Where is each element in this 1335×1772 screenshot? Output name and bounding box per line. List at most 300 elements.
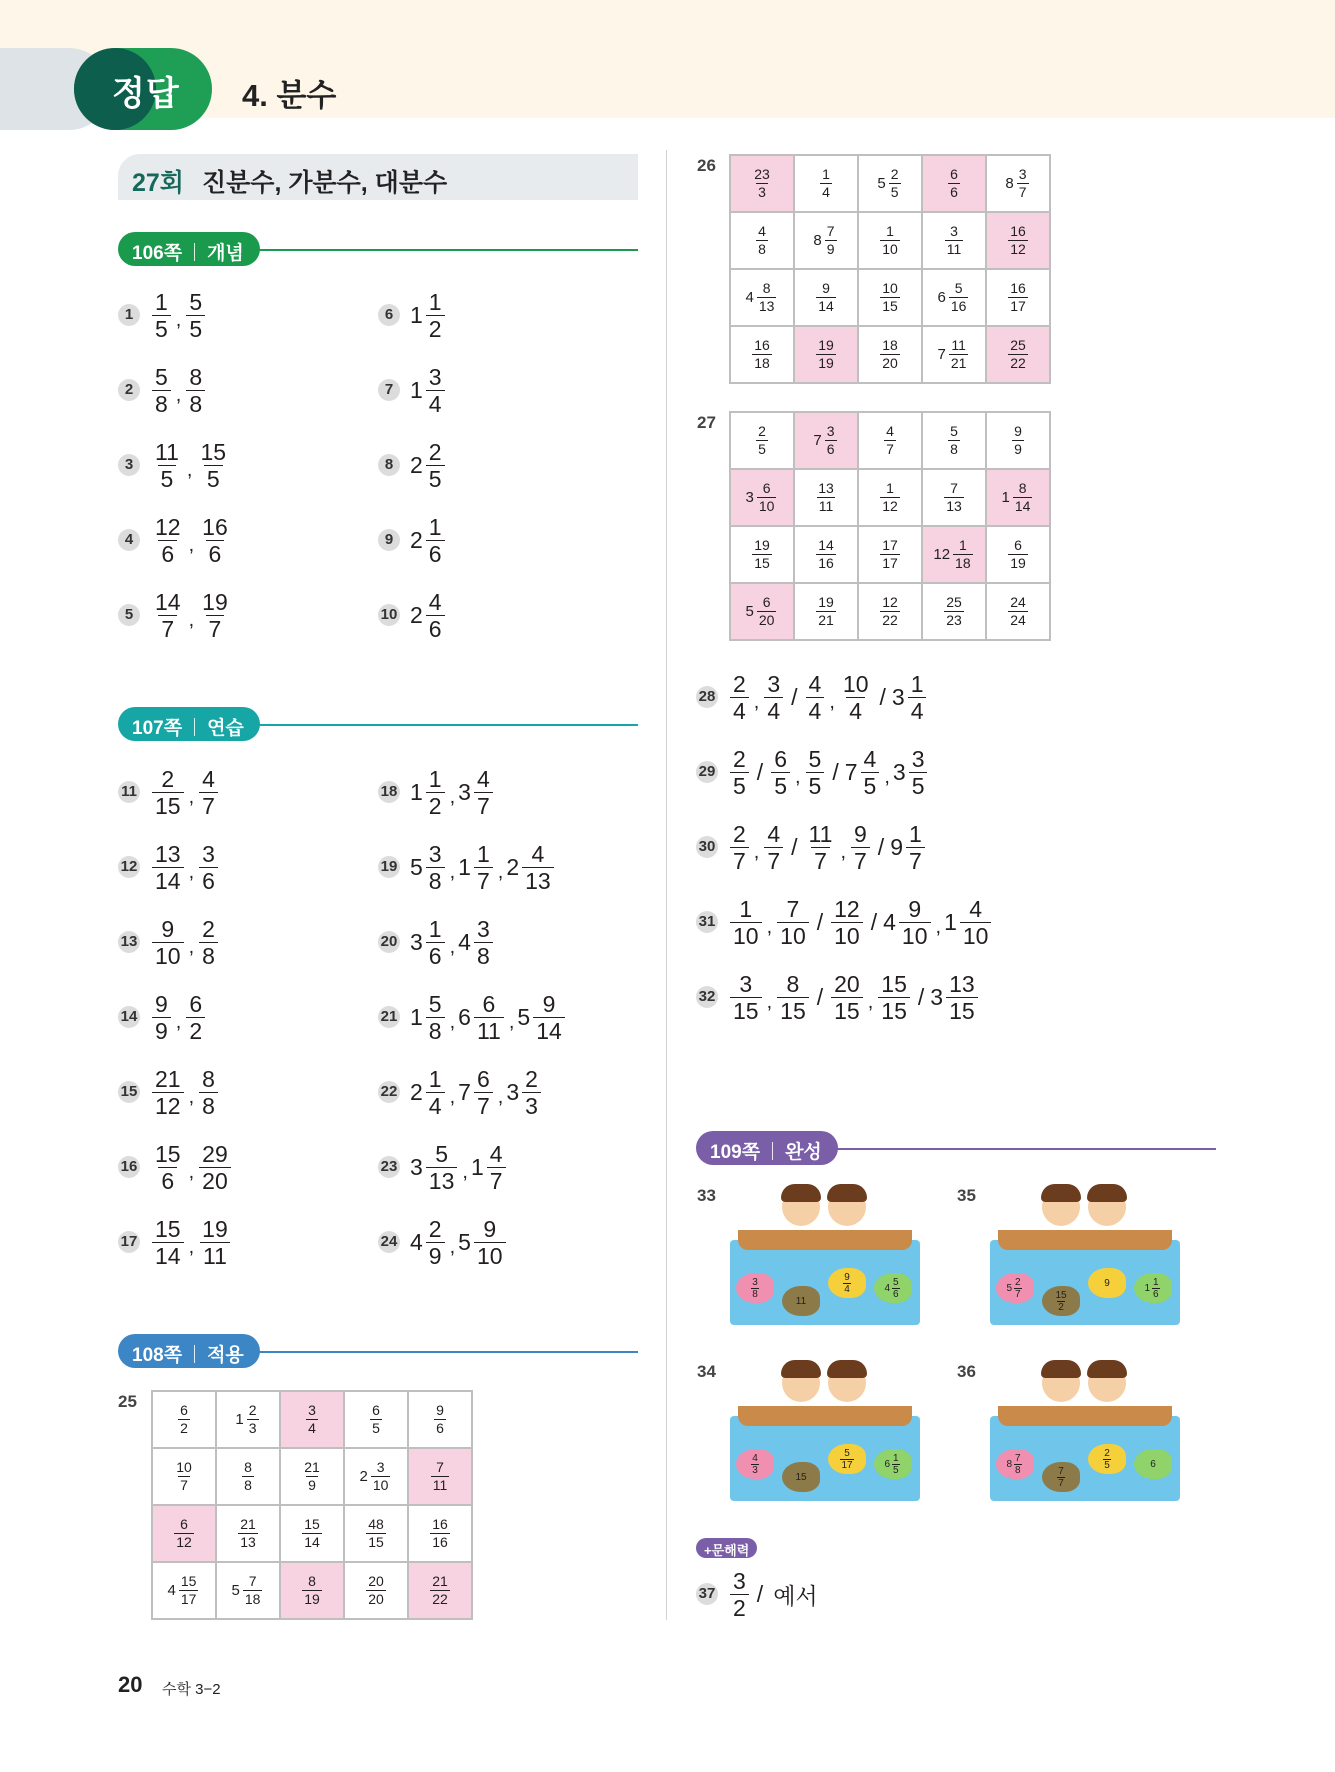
numerator: 5 — [893, 1276, 899, 1288]
slash: / — [832, 758, 839, 785]
whole-part: 5 — [1006, 1282, 1012, 1294]
denominator: 17 — [180, 1591, 197, 1607]
mixed-number — [944, 896, 993, 949]
numerator: 4 — [863, 745, 877, 772]
mixed-number — [813, 223, 838, 258]
denominator: 9 — [308, 1477, 316, 1493]
fraction — [899, 896, 931, 949]
fraction — [366, 1573, 386, 1608]
denominator: 10 — [372, 1477, 389, 1493]
comma: , — [175, 1010, 182, 1033]
mixed-number — [814, 337, 838, 372]
mixed-number — [746, 280, 779, 315]
mixed-number — [893, 746, 930, 799]
mixed-number — [890, 821, 927, 874]
denominator: 11 — [946, 241, 962, 257]
numerator: 1 — [958, 537, 967, 553]
fraction — [752, 166, 772, 201]
grid-cell-highlighted — [280, 1391, 344, 1448]
grid-cell-highlighted — [730, 155, 794, 212]
answer — [410, 766, 495, 819]
denominator: 8 — [474, 942, 493, 969]
grid-cell-highlighted — [408, 1562, 472, 1619]
grid-cell — [280, 1505, 344, 1562]
numerator: 2 — [202, 915, 215, 942]
fishing-picture-36 — [990, 1354, 1180, 1519]
problem-number: 24 — [378, 1231, 400, 1253]
mixed-number — [240, 1459, 256, 1494]
grid-row — [730, 583, 1050, 640]
denominator: 6 — [158, 1167, 177, 1194]
mixed-number — [410, 1216, 447, 1269]
numerator: 12 — [155, 513, 181, 540]
section-rule — [218, 249, 638, 251]
lesson-title: 진분수, 가분수, 대분수 — [202, 169, 448, 197]
grid-cell — [730, 269, 794, 326]
fraction — [730, 1568, 749, 1621]
problem-number: 29 — [696, 761, 718, 783]
denominator: 5 — [158, 465, 177, 492]
fraction — [199, 1141, 231, 1194]
answer — [728, 746, 929, 799]
numerator: 2 — [1015, 1276, 1021, 1288]
problem-number: 10 — [378, 604, 400, 626]
mixed-number — [1002, 480, 1035, 515]
denominator: 8 — [1015, 1464, 1021, 1476]
whole-part: 7 — [458, 1078, 471, 1105]
fraction — [908, 671, 927, 724]
numerator: 8 — [202, 1065, 215, 1092]
mixed-number — [150, 766, 186, 819]
problem-number: 15 — [118, 1081, 140, 1103]
mixed-number — [410, 514, 447, 567]
numerator: 48 — [368, 1516, 384, 1532]
numerator: 1 — [908, 820, 922, 847]
picture-number: 35 — [957, 1186, 976, 1205]
denominator: 12 — [176, 1534, 192, 1550]
denominator: 8 — [186, 390, 205, 417]
mixed-number — [506, 1066, 543, 1119]
numerator: 1 — [428, 1065, 442, 1092]
whole-part: 4 — [884, 1282, 890, 1294]
answer — [150, 841, 220, 894]
denominator: 15 — [368, 1534, 384, 1550]
mixed-number — [943, 223, 966, 258]
numerator: 1 — [910, 670, 924, 697]
comma: , — [935, 915, 942, 938]
mixed-number — [882, 423, 898, 458]
comma: , — [449, 1085, 456, 1108]
problem-number: 16 — [118, 1156, 140, 1178]
fraction — [152, 589, 184, 642]
numerator: 3 — [733, 1567, 746, 1594]
answer — [410, 991, 567, 1044]
comma: , — [449, 935, 456, 958]
problem-number: 6 — [378, 304, 400, 326]
grid-cell — [794, 212, 858, 269]
denominator: 15 — [831, 997, 863, 1024]
book-title: 수학 3−2 — [162, 1681, 221, 1698]
section-109 — [696, 1131, 1216, 1165]
fraction — [434, 1402, 446, 1437]
grid-cell — [730, 212, 794, 269]
whole-part: 9 — [890, 833, 903, 860]
denominator: 12 — [1010, 241, 1026, 257]
numerator: 21 — [432, 1573, 448, 1589]
denominator: 7 — [1015, 1288, 1021, 1300]
numerator: 3 — [739, 970, 753, 997]
grid-cell-highlighted — [986, 326, 1050, 383]
mixed-number — [410, 841, 447, 894]
numerator: 8 — [244, 1459, 252, 1475]
denominator: 20 — [882, 355, 898, 371]
fraction — [960, 896, 992, 949]
grid-cell — [986, 583, 1050, 640]
mixed-number — [814, 480, 838, 515]
fraction — [426, 1216, 445, 1269]
numerator: 29 — [202, 1140, 228, 1167]
answer — [728, 971, 980, 1024]
boat — [738, 1230, 912, 1250]
mixed-number — [728, 821, 751, 874]
grid-cell — [730, 526, 794, 583]
denominator: 3 — [522, 1092, 541, 1119]
problem-number: 28 — [696, 686, 718, 708]
denominator: 19 — [1010, 555, 1026, 571]
fraction — [302, 1459, 322, 1494]
denominator: 5 — [730, 772, 749, 799]
problem-number: 3 — [118, 454, 140, 476]
fraction — [756, 223, 768, 258]
numerator: 2 — [733, 745, 746, 772]
denominator: 2 — [426, 792, 445, 819]
fraction — [370, 1402, 382, 1437]
whole-part: 1 — [944, 908, 957, 935]
grid-cell — [408, 1391, 472, 1448]
numerator: 8 — [308, 1573, 316, 1589]
slash: / — [756, 758, 764, 785]
grid-cell — [730, 326, 794, 383]
answer-text: 예서 — [773, 1582, 818, 1609]
fraction — [884, 423, 896, 458]
mixed-number — [750, 537, 774, 572]
numerator: 2 — [248, 1402, 257, 1418]
numerator: 9 — [1014, 423, 1022, 439]
numerator: 1 — [428, 765, 442, 792]
numerator: 3 — [826, 423, 835, 439]
denominator: 20 — [758, 612, 775, 628]
mixed-number — [150, 364, 173, 417]
mixed-number — [364, 1573, 388, 1608]
fraction — [199, 841, 218, 894]
denominator: 6 — [436, 1420, 444, 1436]
section-tag — [118, 707, 260, 741]
whole-part: 5 — [745, 603, 754, 620]
mixed-number — [150, 289, 173, 342]
fish — [1134, 1273, 1172, 1303]
denominator: 6 — [199, 867, 218, 894]
numerator: 13 — [818, 480, 834, 496]
problem-1 — [118, 283, 207, 347]
fraction — [1103, 1448, 1111, 1471]
numerator: 14 — [155, 588, 181, 615]
fish — [1088, 1444, 1126, 1474]
comma: , — [188, 1160, 195, 1183]
mixed-number — [506, 841, 555, 894]
answer — [150, 364, 207, 417]
fraction — [892, 1277, 900, 1300]
denominator: 10 — [730, 922, 762, 949]
whole-part: 1 — [1144, 1282, 1150, 1294]
numerator: 13 — [155, 840, 181, 867]
answer — [150, 439, 231, 492]
mixed-number — [410, 364, 447, 417]
fraction — [751, 1277, 759, 1300]
numerator: 5 — [428, 990, 442, 1017]
denominator: 8 — [426, 867, 445, 894]
whole-part: 5 — [517, 1003, 531, 1030]
numerator: 10 — [842, 670, 869, 697]
fraction — [186, 991, 205, 1044]
fishing-picture-33 — [730, 1178, 920, 1343]
grid-cell-highlighted — [922, 526, 986, 583]
whole-part: 4 — [458, 928, 471, 955]
fraction — [306, 1402, 318, 1437]
fraction — [757, 280, 777, 315]
whole-part: 5 — [458, 1228, 471, 1255]
numerator: 19 — [202, 588, 228, 615]
grid-row — [730, 269, 1050, 326]
denominator: 4 — [822, 184, 830, 200]
numerator: 16 — [202, 513, 228, 540]
fraction — [302, 1516, 322, 1551]
numerator: 14 — [818, 537, 834, 553]
mixed-number — [197, 514, 233, 567]
picture-number: 36 — [957, 1362, 976, 1381]
mixed-number — [892, 671, 929, 724]
grid-row — [152, 1562, 472, 1619]
answer — [150, 1066, 220, 1119]
comma: , — [884, 765, 890, 788]
fraction — [730, 671, 749, 724]
grid-cell-highlighted — [794, 412, 858, 469]
fraction — [880, 480, 900, 515]
fraction — [880, 337, 900, 372]
comma: , — [175, 383, 182, 406]
boat — [738, 1406, 912, 1426]
problem-number: 4 — [118, 529, 140, 551]
numerator: 15 — [1055, 1289, 1067, 1301]
whole-part: 6 — [937, 289, 946, 306]
mixed-number — [746, 594, 779, 629]
numerator: 4 — [202, 765, 215, 792]
answer — [410, 439, 447, 492]
answer — [728, 671, 928, 724]
mixed-number — [883, 896, 932, 949]
fraction — [522, 841, 554, 894]
denominator: 2 — [180, 1420, 188, 1436]
problem-21 — [378, 985, 567, 1049]
whole-part: 8 — [1005, 175, 1014, 192]
grid-cell — [922, 269, 986, 326]
section-label: 개념 — [207, 243, 244, 264]
numerator: 3 — [1018, 166, 1027, 182]
fraction — [1152, 1277, 1160, 1300]
grid-cell — [858, 583, 922, 640]
numerator: 21 — [240, 1516, 256, 1532]
comma: , — [508, 1010, 515, 1033]
problem-16 — [118, 1135, 233, 1199]
mixed-number — [428, 1573, 452, 1608]
grid-row — [730, 155, 1050, 212]
fraction — [1014, 1453, 1022, 1476]
problem-number: 22 — [378, 1081, 400, 1103]
kid-girl — [1042, 1188, 1080, 1226]
mixed-number — [458, 766, 495, 819]
grid-cell-highlighted — [922, 155, 986, 212]
fraction — [152, 1141, 184, 1194]
numerator: 3 — [428, 840, 442, 867]
answer — [410, 1216, 508, 1269]
denominator: 3 — [758, 184, 766, 200]
fraction — [152, 916, 184, 969]
numerator: 2 — [428, 438, 442, 465]
section-page: 107쪽 — [132, 718, 183, 739]
fraction — [371, 1459, 391, 1494]
numerator: 4 — [428, 588, 442, 615]
fraction — [906, 821, 925, 874]
numerator: 9 — [161, 915, 175, 942]
denominator: 5 — [186, 315, 205, 342]
numerator: 4 — [969, 895, 983, 922]
grid-cell — [216, 1448, 280, 1505]
mixed-number — [184, 364, 207, 417]
numerator: 19 — [754, 537, 770, 553]
answer — [150, 289, 207, 342]
fraction — [366, 1516, 386, 1551]
grid-cell — [408, 1505, 472, 1562]
mixed-number — [195, 439, 231, 492]
numerator: 1 — [428, 288, 442, 315]
fraction — [945, 223, 964, 258]
grid-cell — [922, 326, 986, 383]
denominator: 6 — [1153, 1288, 1159, 1300]
fraction — [730, 971, 762, 1024]
fraction — [840, 671, 872, 724]
fraction — [426, 841, 445, 894]
mixed-number — [184, 289, 207, 342]
mixed-number — [458, 916, 495, 969]
numerator: 1 — [886, 223, 894, 239]
whole-part: 4 — [883, 908, 896, 935]
mixed-number — [814, 280, 838, 315]
mixed-number — [829, 896, 865, 949]
numerator: 16 — [1010, 280, 1026, 296]
denominator: 7 — [886, 441, 894, 457]
fraction — [840, 1448, 853, 1471]
boat — [998, 1406, 1172, 1426]
slash: / — [756, 1580, 764, 1607]
kid-boy — [828, 1188, 866, 1226]
comma: , — [840, 840, 846, 863]
denominator: 12 — [152, 1092, 184, 1119]
fraction — [889, 166, 901, 201]
problem-8 — [378, 433, 447, 497]
problem-number: 23 — [378, 1156, 400, 1178]
numerator: 18 — [882, 337, 898, 353]
fraction — [953, 537, 973, 572]
grid-row — [730, 526, 1050, 583]
problem-number: 9 — [378, 529, 400, 551]
slash: / — [877, 833, 885, 860]
problem-3 — [118, 433, 231, 497]
numerator: 5 — [189, 288, 203, 315]
denominator: 8 — [152, 390, 171, 417]
fraction — [243, 1573, 263, 1608]
grid-cell-highlighted — [408, 1448, 472, 1505]
comma: , — [449, 1010, 456, 1033]
whole-part: 5 — [410, 853, 423, 880]
numerator: 3 — [950, 223, 958, 239]
numerator: 6 — [180, 1402, 188, 1418]
comma: , — [188, 608, 195, 631]
whole-part: 6 — [458, 1003, 471, 1030]
fraction — [152, 991, 171, 1044]
fraction — [197, 439, 229, 492]
denominator: 6 — [426, 615, 445, 642]
mixed-number — [750, 166, 774, 201]
fish — [1134, 1449, 1172, 1479]
denominator: 6 — [426, 942, 445, 969]
denominator: 6 — [950, 184, 958, 200]
fraction — [199, 514, 231, 567]
problem-24 — [378, 1210, 508, 1274]
problem-20 — [378, 910, 495, 974]
whole-part: 8 — [813, 232, 822, 249]
comma: , — [867, 990, 874, 1013]
section-108 — [118, 1334, 638, 1368]
fraction — [771, 746, 790, 799]
denominator: 7 — [474, 792, 493, 819]
denominator: 22 — [432, 1591, 448, 1607]
problem-number: 31 — [696, 911, 718, 933]
fraction — [426, 439, 445, 492]
mixed-number — [364, 1516, 388, 1551]
fish — [996, 1273, 1034, 1303]
fraction — [426, 1141, 458, 1194]
numerator: 2 — [758, 423, 766, 439]
grid-cell — [858, 469, 922, 526]
numerator: 10 — [176, 1459, 192, 1475]
fraction — [199, 916, 218, 969]
mixed-number — [197, 589, 233, 642]
grid-cell — [858, 412, 922, 469]
grid-cell — [794, 526, 858, 583]
mixed-number — [517, 991, 566, 1044]
grid-cell-highlighted — [730, 469, 794, 526]
fraction — [880, 280, 900, 315]
denominator: 15 — [152, 792, 184, 819]
numerator: 4 — [752, 1452, 758, 1464]
denominator: 7 — [906, 847, 925, 874]
fraction — [199, 1066, 218, 1119]
numerator: 16 — [1010, 223, 1026, 239]
grid-cell — [986, 526, 1050, 583]
comma: , — [794, 765, 801, 788]
numerator: 3 — [308, 1402, 316, 1418]
numerator: 21 — [304, 1459, 320, 1475]
denominator: 7 — [851, 847, 870, 874]
